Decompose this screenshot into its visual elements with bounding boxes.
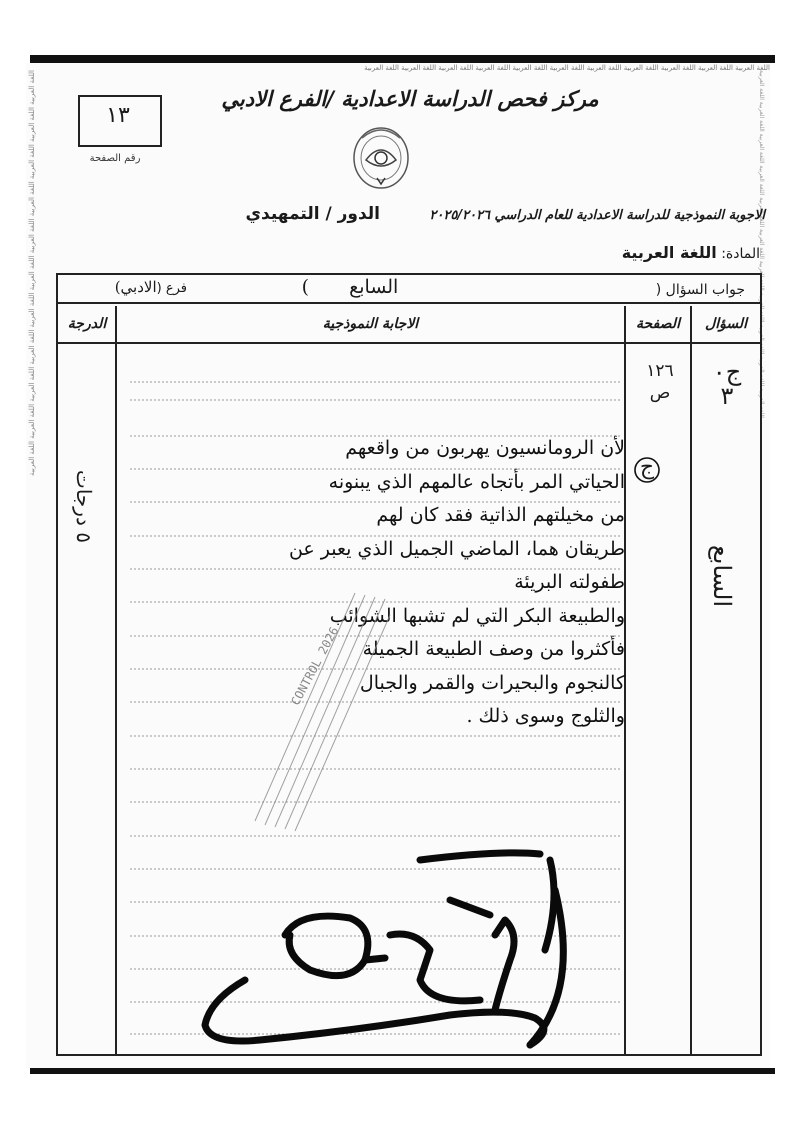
answer-line: طفولته البريئة xyxy=(514,571,625,593)
handwritten-question-name: السابع xyxy=(708,545,736,608)
question-answer-label: جواب السؤال ( xyxy=(655,282,745,298)
page-number-label: رقم الصفحة xyxy=(89,153,141,164)
center-title: مركز فحص الدراسة الاعدادية /الفرع الادبي xyxy=(221,86,599,111)
marker-circle xyxy=(632,455,662,485)
subject-value: اللغة العربية xyxy=(621,243,717,262)
column-divider xyxy=(690,306,692,1054)
subject-watermark-strip: اللغة العربية اللغة العربية اللغة العربية اللغة العربية اللغة العربية اللغة العربية اللغة العربية اللغة العربية اللغة العربية اللغة العربية اللغة العربية xyxy=(364,64,770,72)
handwritten-page-ref: ١٢٦ ص xyxy=(646,361,674,403)
answer-marker: ج xyxy=(639,455,655,480)
answer-line: من مخيلتهم الذاتية فقد كان لهم xyxy=(376,504,625,526)
scan-top-border xyxy=(30,55,775,63)
header-grade: الدرجة xyxy=(67,316,107,332)
column-divider xyxy=(115,306,117,1054)
branch-field: فرع (الادبي) xyxy=(114,278,187,296)
branch-label: فرع ( xyxy=(156,281,187,296)
ministry-emblem-icon xyxy=(350,120,412,192)
answer-line: الحياتي المر بأتجاه عالمهم الذي يبنونه xyxy=(328,470,625,493)
signature-icon xyxy=(190,840,620,1060)
branch-value-handwritten: الادبي xyxy=(120,278,157,296)
question-number-handwritten: السابع ) xyxy=(301,276,399,298)
answer-line: كالنجوم والبحيرات والقمر والجبال xyxy=(359,671,625,694)
answer-line: فأكثروا من وصف الطبيعة الجميلة xyxy=(362,638,625,660)
answer-line: لأن الرومانسيون يهربون من واقعهم xyxy=(345,437,625,459)
subject-line xyxy=(560,243,760,262)
right-watermark-text: اللغة العربية اللغة العربية اللغة العربية اللغة العربية اللغة العربية اللغة العربية اللغة العربية اللغة العربية اللغة العربية اللغة العربية اللغة العربية xyxy=(758,70,765,418)
page-number: ١٣ xyxy=(106,103,130,128)
answer-line: والثلوج وسوى ذلك . xyxy=(466,705,625,727)
left-watermark-text: اللغة العربية اللغة العربية اللغة العربية اللغة العربية اللغة العربية اللغة العربية اللغة العربية اللغة العربية اللغة العربية اللغة العربية اللغة العربية xyxy=(28,70,36,476)
diagonal-stamp-icon xyxy=(235,585,395,835)
model-answers-title: الاجوبة النموذجية للدراسة الاعدادية للعام الدراسي ٢٠٢٥/٢٠٢٦ xyxy=(429,208,765,223)
scan-bottom-border xyxy=(30,1068,775,1074)
header-model-answer: الاجابة النموذجية xyxy=(322,316,419,332)
header-page: الصفحة xyxy=(636,316,680,332)
answer-line: والطبيعة البكر التي لم تشبها الشوائب xyxy=(329,604,625,627)
subject-label: المادة: xyxy=(721,246,760,262)
handwritten-question-ref: ج٠ ٣ xyxy=(712,358,742,410)
header-question: السؤال xyxy=(705,316,747,332)
left-watermark-strip xyxy=(28,70,44,1060)
exam-round: الدور / التمهيدي xyxy=(245,204,380,224)
stamp-text: CONTROL 2026 xyxy=(288,624,342,708)
answer-line: طريقان هما، الماضي الجميل الذي يعبر عن xyxy=(288,537,625,560)
handwritten-grade: ٥ درجات xyxy=(72,470,96,543)
